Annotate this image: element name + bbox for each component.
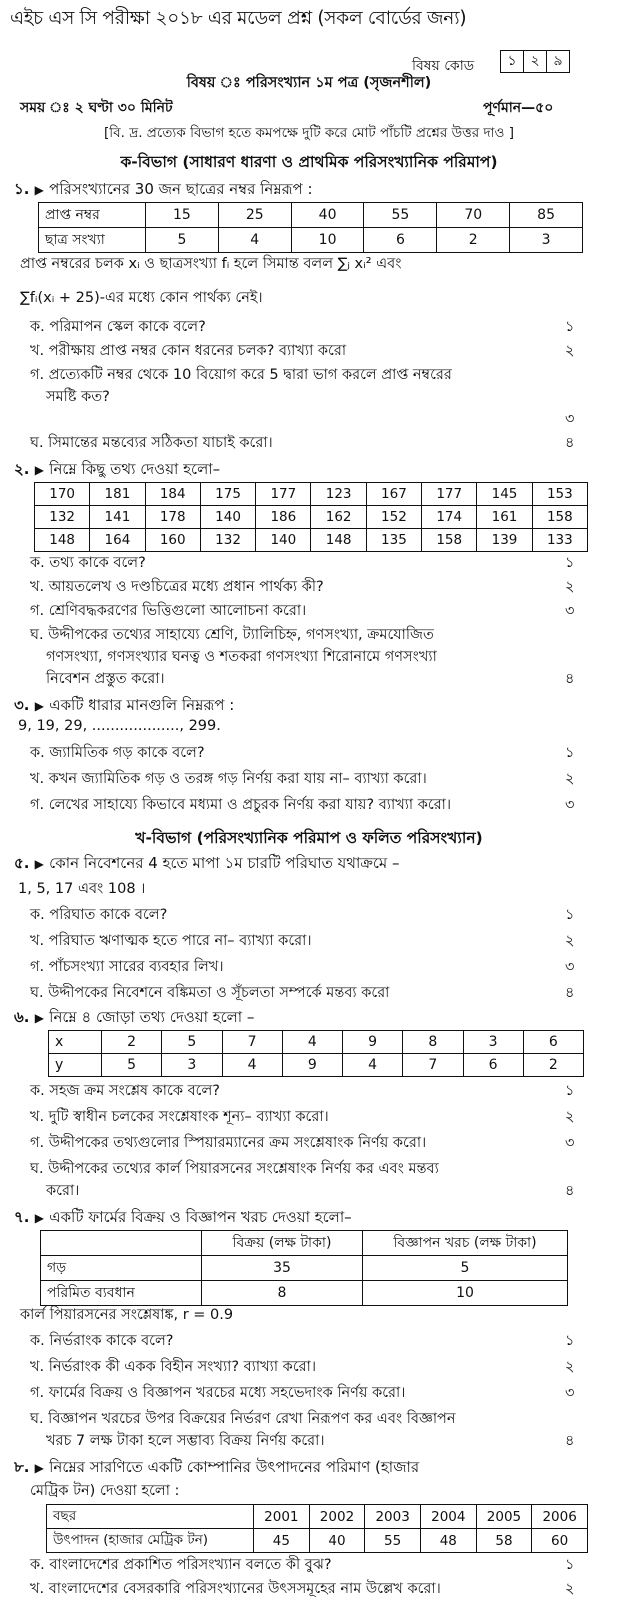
mark: ১ (565, 907, 575, 923)
table-cell (41, 1231, 202, 1256)
table-cell: 70 (437, 203, 510, 228)
code-digit: ২ (524, 51, 547, 72)
mark: ১ (565, 1557, 575, 1573)
table-cell: 133 (532, 529, 587, 552)
instruction-note: [বি. দ্র. প্রত্যেক বিভাগ হতে কমপক্ষে দুটি করে মোট পাঁচটি প্রশ্নের উত্তর দাও ] (104, 125, 514, 141)
table-cell: 181 (90, 483, 145, 506)
q6-part-b: খ. দুটি স্বাধীন চলকের সংশ্লেষাংক শূন্য– ব্যাখ্যা করো। (30, 1109, 329, 1125)
question-stem: নিম্নে ৪ জোড়া তথ্য দেওয়া হলো – (49, 1008, 255, 1026)
table-cell: বছর (47, 1505, 254, 1529)
table-cell: 6 (463, 1054, 523, 1077)
question-number: ৭. (14, 1208, 30, 1226)
mark: ২ (565, 771, 575, 787)
table-cell: 158 (422, 529, 477, 552)
table-cell: 132 (35, 506, 90, 529)
q7-part-a: ক. নির্ভরাংক কাকে বলে? (30, 1333, 174, 1349)
table-cell: 160 (145, 529, 200, 552)
table-cell: 175 (200, 483, 255, 506)
table-cell: 2 (102, 1031, 162, 1054)
table-cell: 6 (523, 1031, 583, 1054)
mark: ২ (565, 933, 575, 949)
table-cell: 4 (343, 1054, 403, 1077)
q7-part-d-cont: খরচ 7 লক্ষ টাকা হলে সম্ভাব্য বিক্রয় নির্ণয় করো। (46, 1433, 325, 1449)
table-cell: গড় (41, 1256, 202, 1281)
q5-part-c: গ. পাঁচসংখ্যা সারের ব্যবহার লিখ। (30, 959, 224, 975)
q8-table (46, 1504, 588, 1553)
table-cell: 2002 (309, 1505, 365, 1529)
mark: ১ (565, 319, 575, 335)
mark: ৪ (565, 985, 575, 1001)
table-row (35, 483, 588, 506)
mark: ১ (565, 745, 575, 761)
table-cell: 3 (510, 228, 583, 253)
mark: ৩ (565, 603, 575, 619)
q6-part-a: ক. সহজ ক্রম সংশ্লেষ কাকে বলে? (30, 1083, 220, 1099)
table-row (39, 228, 583, 253)
table-row (39, 203, 583, 228)
table-cell: 3 (463, 1031, 523, 1054)
q2-table (34, 482, 588, 552)
q1-part-d: ঘ. সিমান্তের মন্তব্যের সঠিকতা যাচাই করো। (30, 435, 273, 451)
table-cell: 25 (218, 203, 291, 228)
table-cell: 9 (343, 1031, 403, 1054)
question-number: ৫. (14, 854, 30, 872)
table-cell: 139 (477, 529, 532, 552)
table-row (41, 1256, 568, 1281)
table-cell: 5 (102, 1054, 162, 1077)
table-cell: 4 (218, 228, 291, 253)
question-number: ৩. (14, 696, 30, 714)
table-cell: 5 (363, 1256, 568, 1281)
table-cell: 2006 (532, 1505, 588, 1529)
q7-table (40, 1230, 568, 1306)
q5-values: 1, 5, 17 এবং 108 । (18, 881, 146, 897)
q2-part-a: ক. তথ্য কাকে বলে? (30, 555, 146, 571)
table-cell: 48 (420, 1529, 476, 1553)
question-number: ৮. (14, 1458, 30, 1476)
table-cell: 148 (311, 529, 366, 552)
table-cell: 60 (532, 1529, 588, 1553)
table-cell: 2 (523, 1054, 583, 1077)
table-cell: 178 (145, 506, 200, 529)
arrow-icon: ▶ (34, 183, 44, 197)
q7-part-d: ঘ. বিজ্ঞাপন খরচের উপর বিক্রয়ের নির্ভরণ রেখা নিরূপণ কর এবং বিজ্ঞাপন (30, 1411, 456, 1427)
arrow-icon: ▶ (34, 1461, 44, 1475)
full-marks: পূর্ণমান—৫০ (483, 100, 554, 116)
question-stem: একটি ধারার মানগুলি নিম্নরূপ : (49, 696, 235, 714)
section-b-title: খ-বিভাগ (পরিসংখ্যানিক পরিমাপ ও ফলিত পরিসংখ্যান) (135, 829, 483, 847)
table-cell: 2003 (365, 1505, 421, 1529)
table-cell: ছাত্র সংখ্যা (39, 228, 146, 253)
table-cell: 9 (282, 1054, 342, 1077)
question-8 (14, 1456, 419, 1481)
q1-text-1: প্রাপ্ত নম্বরের চলক xᵢ ও ছাত্রসংখ্যা fᵢ হলে সিমান্ত বলল ∑ⱼ xᵢ² এবং (20, 256, 402, 272)
table-cell: 174 (422, 506, 477, 529)
table-cell: 7 (222, 1031, 282, 1054)
mark: ৪ (565, 1183, 575, 1199)
question-5 (14, 852, 400, 877)
table-cell: x (49, 1031, 102, 1054)
question-stem: কোন নিবেশনের 4 হতে মাপা ১ম চারটি পরিঘাত যথাক্রমে – (49, 854, 400, 872)
table-row (41, 1231, 568, 1256)
question-1 (14, 178, 313, 203)
mark: ৪ (565, 671, 575, 687)
table-cell: 152 (366, 506, 421, 529)
mark: ৩ (565, 959, 575, 975)
table-cell: 2004 (420, 1505, 476, 1529)
question-stem: পরিসংখ্যানের 30 জন ছাত্রের নম্বর নিম্নরূপ : (49, 180, 313, 198)
table-cell: 6 (364, 228, 437, 253)
mark: ১ (565, 555, 575, 571)
q5-part-d: ঘ. উদ্দীপকের নিবেশনে বঙ্কিমতা ও সূঁচলতা সম্পর্কে মন্তব্য করো (30, 985, 390, 1001)
q2-part-d-cont: নিবেশন প্রস্তুত করো। (46, 671, 165, 687)
table-cell: 123 (311, 483, 366, 506)
code-digit: ১ (501, 51, 524, 72)
subject-code-label: বিষয় কোড (412, 58, 475, 74)
table-cell: 140 (200, 506, 255, 529)
arrow-icon: ▶ (34, 699, 44, 713)
arrow-icon: ▶ (34, 857, 44, 871)
question-stem: একটি ফার্মের বিক্রয় ও বিজ্ঞাপন খরচ দেওয়া হলো– (49, 1208, 352, 1226)
q2-part-d-cont: গণসংখ্যা, গণসংখ্যার ঘনত্ব ও শতকরা গণসংখ্যা শিরোনামে গণসংখ্যা (46, 649, 437, 665)
table-cell: 40 (309, 1529, 365, 1553)
table-cell: 177 (256, 483, 311, 506)
mark: ২ (565, 1109, 575, 1125)
question-3 (14, 694, 234, 719)
table-cell: 3 (162, 1054, 222, 1077)
q3-series: 9, 19, 29, ..................., 299. (18, 718, 221, 734)
table-cell: 2001 (254, 1505, 310, 1529)
mark: ৩ (565, 1135, 575, 1151)
table-row (41, 1281, 568, 1306)
arrow-icon: ▶ (34, 1211, 44, 1225)
q3-part-a: ক. জ্যামিতিক গড় কাকে বলে? (30, 745, 205, 761)
q1-part-a: ক. পরিমাপন স্কেল কাকে বলে? (30, 319, 206, 335)
table-cell: 141 (90, 506, 145, 529)
mark: ২ (565, 1581, 575, 1597)
table-row (47, 1529, 588, 1553)
q6-part-d: ঘ. উদ্দীপকের তথ্যের কার্ল পিয়ারসনের সংশ্লেষাংক নির্ণয় কর এবং মন্তব্য (30, 1161, 439, 1177)
q1-part-c-cont: সমষ্টি কত? (46, 389, 110, 405)
mark: ১ (565, 1333, 575, 1349)
mark: ৩ (565, 411, 575, 427)
table-cell: 170 (35, 483, 90, 506)
table-cell: 8 (202, 1281, 363, 1306)
table-cell: 153 (532, 483, 587, 506)
q5-part-b: খ. পরিঘাত ঋণাত্মক হতে পারে না– ব্যাখ্যা করো। (30, 933, 312, 949)
mark: ৪ (565, 1433, 575, 1449)
q1-table (38, 202, 583, 253)
q1-part-c: গ. প্রত্যেকটি নম্বর থেকে 10 বিয়োগ করে 5 দ্বারা ভাগ করলে প্রাপ্ত নম্বরের (30, 367, 452, 383)
mark: ৩ (565, 1385, 575, 1401)
table-cell: 55 (365, 1529, 421, 1553)
table-cell: 4 (282, 1031, 342, 1054)
q1-part-b: খ. পরীক্ষায় প্রাপ্ত নম্বর কোন ধরনের চলক? ব্যাখ্যা করো (30, 343, 347, 359)
mark: ১ (565, 1083, 575, 1099)
q7-r-text: কার্ল পিয়ারসনের সংশ্লেষাঙ্ক, r = 0.9 (20, 1307, 234, 1323)
table-row (35, 529, 588, 552)
q2-part-c: গ. শ্রেণিবদ্ধকরণের ভিত্তিগুলো আলোচনা করো। (30, 603, 307, 619)
mark: ২ (565, 343, 575, 359)
arrow-icon: ▶ (34, 1011, 44, 1025)
q7-part-c: গ. ফার্মের বিক্রয় ও বিজ্ঞাপন খরচের মধ্যে সহভেদাংক নির্ণয় করো। (30, 1385, 406, 1401)
q5-part-a: ক. পরিঘাত কাকে বলে? (30, 907, 168, 923)
q7-part-b: খ. নির্ভরাংক কী একক বিহীন সংখ্যা? ব্যাখ্যা করো। (30, 1359, 317, 1375)
mark: ৪ (565, 435, 575, 451)
table-cell: 161 (477, 506, 532, 529)
q6-part-d-cont: করো। (46, 1183, 80, 1199)
question-7 (14, 1206, 352, 1231)
table-row (35, 506, 588, 529)
table-cell: 5 (162, 1031, 222, 1054)
table-cell: 55 (364, 203, 437, 228)
question-number: ৬. (14, 1008, 30, 1026)
mark: ২ (565, 579, 575, 595)
table-row (47, 1505, 588, 1529)
table-cell: উৎপাদন (হাজার মেট্রিক টন) (47, 1529, 254, 1553)
table-cell: বিক্রয় (লক্ষ টাকা) (202, 1231, 363, 1256)
table-cell: 8 (403, 1031, 463, 1054)
table-cell: 7 (403, 1054, 463, 1077)
question-number: ২. (14, 460, 30, 478)
q6-part-c: গ. উদ্দীপকের তথ্যগুলোর স্পিয়ারম্যানের ক্রম সংশ্লেষাংক নির্ণয় করো। (30, 1135, 427, 1151)
table-cell: 35 (202, 1256, 363, 1281)
exam-time: সময় ঃ ২ ঘণ্টা ৩০ মিনিট (20, 100, 173, 116)
q8-part-b: খ. বাংলাদেশের বেসরকারি পরিসংখ্যানের উৎসসমূহের নাম উল্লেখ করো। (30, 1581, 441, 1597)
question-stem: নিম্নে কিছু তথ্য দেওয়া হলো– (49, 460, 221, 478)
table-cell: 45 (254, 1529, 310, 1553)
question-number: ১. (14, 180, 30, 198)
table-cell: 2 (437, 228, 510, 253)
table-cell: 167 (366, 483, 421, 506)
table-cell: y (49, 1054, 102, 1077)
table-row (49, 1031, 584, 1054)
section-a-title: ক-বিভাগ (সাধারণ ধারণা ও প্রাথমিক পরিসংখ্যানিক পরিমাপ) (120, 153, 498, 171)
table-cell: 58 (476, 1529, 532, 1553)
mark: ২ (565, 1359, 575, 1375)
table-row (49, 1054, 584, 1077)
table-cell: 10 (363, 1281, 568, 1306)
table-cell: পরিমিত ব্যবধান (41, 1281, 202, 1306)
table-cell: 85 (510, 203, 583, 228)
table-cell: 145 (477, 483, 532, 506)
table-cell: 186 (256, 506, 311, 529)
table-cell: 10 (291, 228, 364, 253)
table-cell: 148 (35, 529, 90, 552)
table-cell: 164 (90, 529, 145, 552)
table-cell: 184 (145, 483, 200, 506)
q2-part-b: খ. আয়তলেখ ও দণ্ডচিত্রের মধ্যে প্রধান পার্থক্য কী? (30, 579, 324, 595)
mark: ৩ (565, 797, 575, 813)
table-cell: 177 (422, 483, 477, 506)
subject-code-boxes (500, 50, 570, 73)
question-6 (14, 1006, 254, 1031)
arrow-icon: ▶ (34, 463, 44, 477)
table-cell: 135 (366, 529, 421, 552)
table-cell: 158 (532, 506, 587, 529)
q3-part-c: গ. লেখের সাহায্যে কিভাবে মধ্যমা ও প্রচুরক নির্ণয় করা যায়? ব্যাখ্যা করো। (30, 797, 452, 813)
q8-part-a: ক. বাংলাদেশের প্রকাশিত পরিসংখ্যান বলতে কী বুঝ? (30, 1557, 332, 1573)
question-stem: নিম্নের সারণিতে একটি কোম্পানির উৎপাদনের পরিমাণ (হাজার (49, 1458, 420, 1476)
table-cell: 5 (146, 228, 219, 253)
code-digit: ৯ (553, 53, 563, 69)
q1-text-2: ∑fᵢ(xᵢ + 25)-এর মধ্যে কোন পার্থক্য নেই। (20, 290, 263, 306)
exam-banner: এইচ এস সি পরীক্ষা ২০১৮ এর মডেল প্রশ্ন (সকল বোর্ডের জন্য) (10, 8, 467, 29)
q6-table (48, 1030, 584, 1077)
table-cell: প্রাপ্ত নম্বর (39, 203, 146, 228)
table-cell: বিজ্ঞাপন খরচ (লক্ষ টাকা) (363, 1231, 568, 1256)
table-cell: 40 (291, 203, 364, 228)
q8-stem-cont: মেট্রিক টন) দেওয়া হলো : (30, 1483, 180, 1499)
table-cell: 140 (256, 529, 311, 552)
table-cell: 4 (222, 1054, 282, 1077)
question-2 (14, 458, 220, 483)
table-cell: 2005 (476, 1505, 532, 1529)
subject-title: বিষয় ঃ পরিসংখ্যান ১ম পত্র (সৃজনশীল) (186, 75, 432, 91)
table-cell: 15 (146, 203, 219, 228)
table-cell: 162 (311, 506, 366, 529)
q3-part-b: খ. কখন জ্যামিতিক গড় ও তরঙ্গ গড় নির্ণয় করা যায় না– ব্যাখ্যা করো। (30, 771, 427, 787)
q2-part-d: ঘ. উদ্দীপকের তথ্যের সাহায্যে শ্রেণি, ট্যালিচিহ্ন, গণসংখ্যা, ক্রমযোজিত (30, 627, 434, 643)
table-cell: 132 (200, 529, 255, 552)
